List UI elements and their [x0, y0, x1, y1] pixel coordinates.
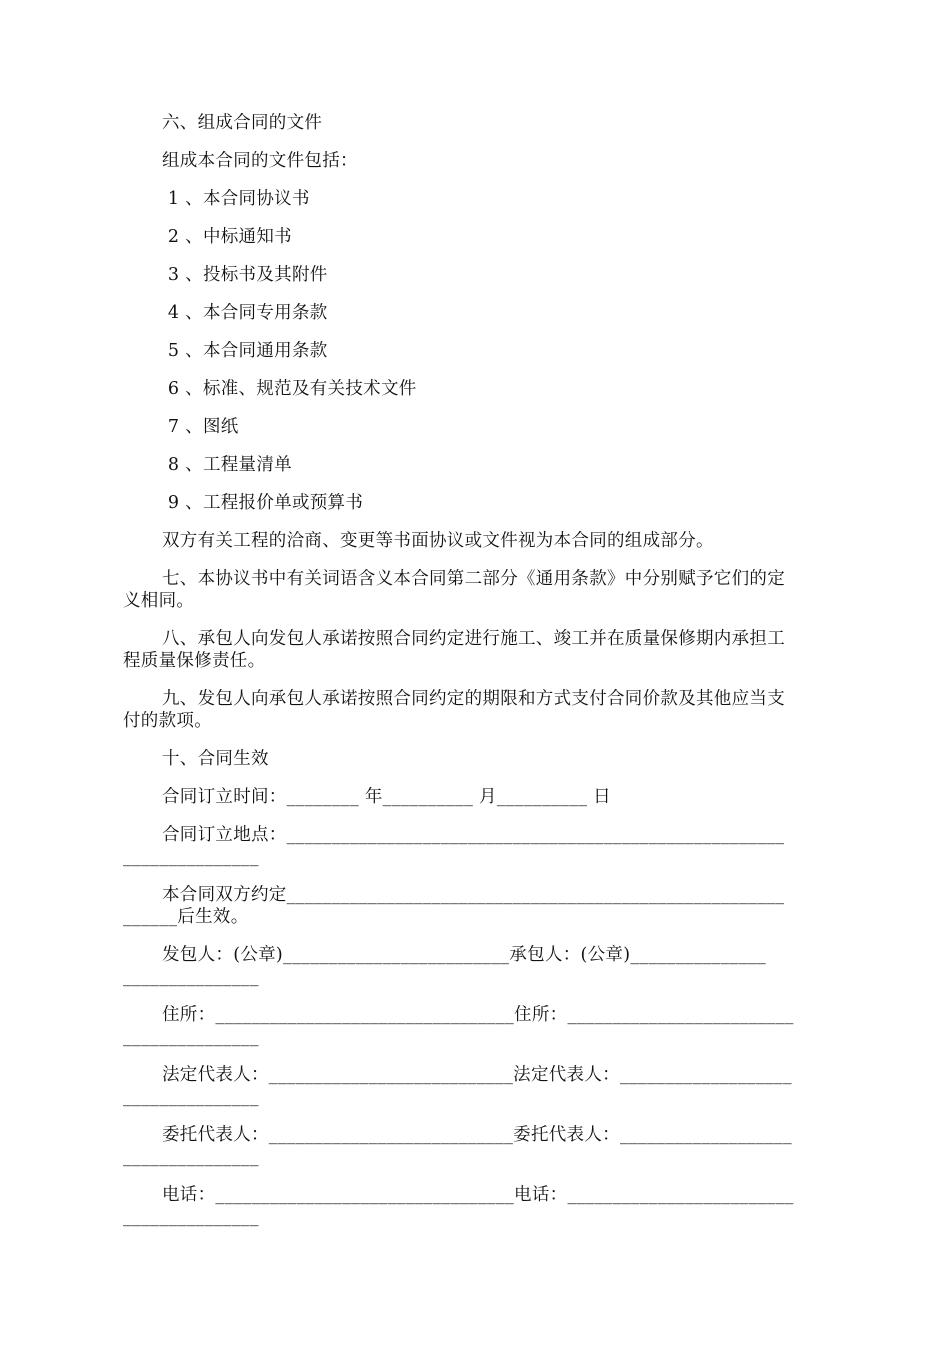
signing-place-line-continued: _______________: [123, 847, 259, 867]
section-6-closing: 双方有关工程的洽商、变更等书面协议或文件视为本合同的组成部分。: [162, 531, 714, 551]
effective-condition-line-continued: ______后生效。: [123, 907, 249, 927]
list-item: 4 、本合同专用条款: [162, 303, 328, 323]
list-item: 1 、本合同协议书: [162, 189, 310, 209]
signature-row-seal-continued: _______________: [123, 967, 259, 987]
section-9-text: 九、发包人向承包人承诺按照合同约定的期限和方式支付合同价款及其他应当支付的款项。: [123, 689, 785, 731]
signing-time-line: 合同订立时间：________ 年__________ 月__________ 日: [162, 787, 611, 807]
signature-row-address: 住所：_________________________________住所：_________________________: [162, 1005, 794, 1025]
effective-condition-line: 本合同双方约定_______________________________________________________: [162, 885, 785, 905]
list-item: 8 、工程量清单: [162, 455, 292, 475]
signature-row-seal: 发包人：(公章)_________________________承包人：(公章)_______________: [162, 945, 767, 965]
list-item: 7 、图纸: [162, 417, 239, 437]
list-item: 6 、标准、规范及有关技术文件: [162, 379, 417, 399]
signature-row-legal-rep-continued: _______________: [123, 1087, 259, 1107]
list-item: 3 、投标书及其附件: [162, 265, 328, 285]
list-item: 9 、工程报价单或预算书: [162, 493, 364, 513]
section-10-title: 十、合同生效: [162, 749, 269, 769]
section-8-text: 八、承包人向发包人承诺按照合同约定进行施工、竣工并在质量保修期内承担工程质量保修责任。: [123, 629, 785, 671]
list-item: 5 、本合同通用条款: [162, 341, 328, 361]
signature-row-agent-continued: _______________: [123, 1147, 259, 1167]
section-7-text: 七、本协议书中有关词语含义本合同第二部分《通用条款》中分别赋予它们的定义相同。: [123, 569, 785, 611]
signature-row-agent: 委托代表人：___________________________委托代表人：___________________: [162, 1125, 792, 1145]
signature-row-phone-continued: _______________: [123, 1207, 259, 1227]
signature-row-legal-rep: 法定代表人：___________________________法定代表人：___________________: [162, 1065, 792, 1085]
list-item: 2 、中标通知书: [162, 227, 292, 247]
signature-row-phone: 电话：_________________________________电话：_________________________: [162, 1185, 794, 1205]
contract-body: [123, 112, 793, 1228]
section-6-intro: 组成本合同的文件包括：: [162, 151, 358, 171]
signature-row-address-continued: _______________: [123, 1027, 259, 1047]
signing-place-line: 合同订立地点：_______________________________________________________: [162, 825, 785, 845]
section-6-title: 六、组成合同的文件: [162, 113, 323, 133]
